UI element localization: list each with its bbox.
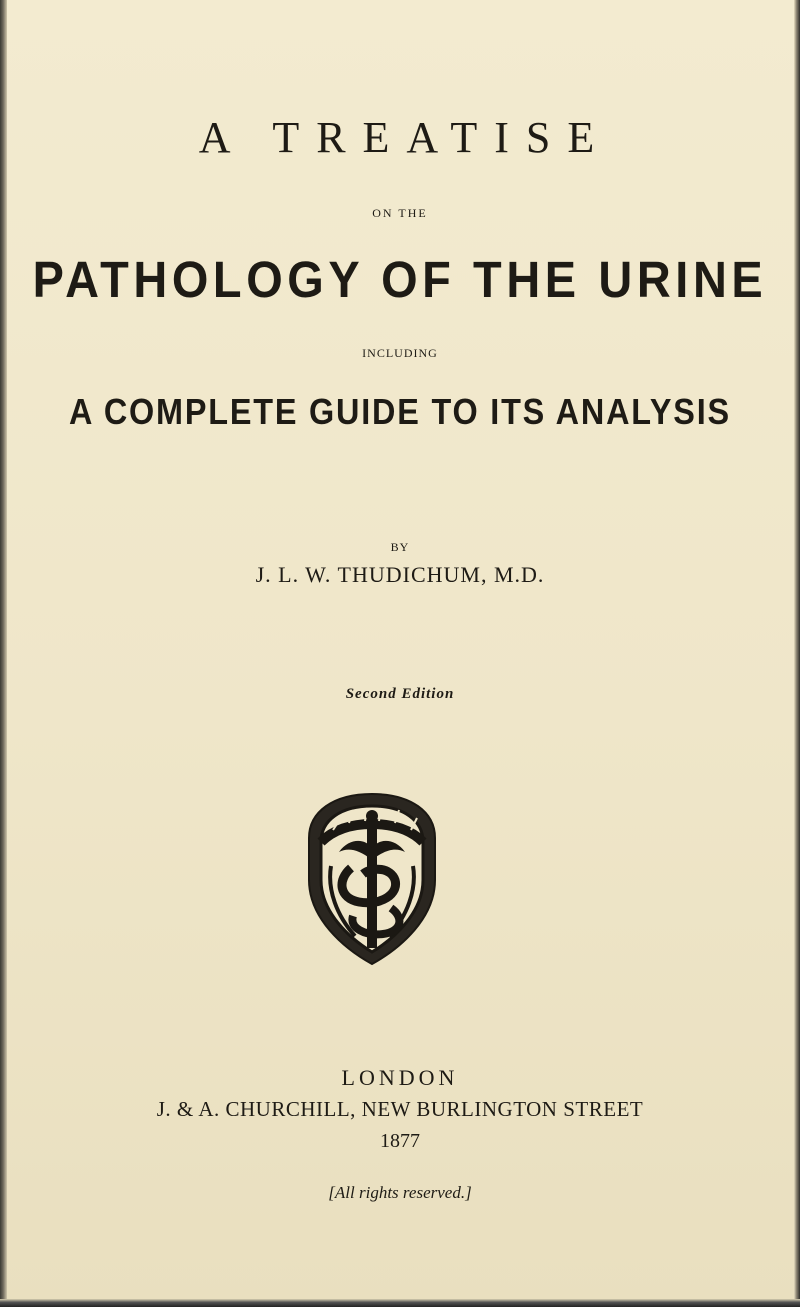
publisher-city: LONDON	[341, 1065, 459, 1090]
including-label: INCLUDING	[362, 346, 438, 360]
book-title: A TREATISE	[198, 113, 612, 162]
book-subtitle: A COMPLETE GUIDE TO ITS ANALYSIS	[69, 391, 731, 432]
rights-notice: [All rights reserved.]	[328, 1183, 472, 1202]
by-label: BY	[390, 540, 410, 554]
edition-label: Second Edition	[345, 686, 455, 702]
publisher-name: J. & A. CHURCHILL, NEW BURLINGTON STREET	[156, 1097, 644, 1121]
author-name: J. L. W. THUDICHUM, M.D.	[255, 562, 545, 587]
on-the-label: ON THE	[372, 206, 428, 220]
book-subject: PATHOLOGY OF THE URINE	[32, 251, 768, 308]
publication-year: 1877	[380, 1130, 420, 1152]
caduceus-shield-emblem-icon	[303, 790, 441, 968]
page-bottom-edge	[0, 1299, 800, 1307]
